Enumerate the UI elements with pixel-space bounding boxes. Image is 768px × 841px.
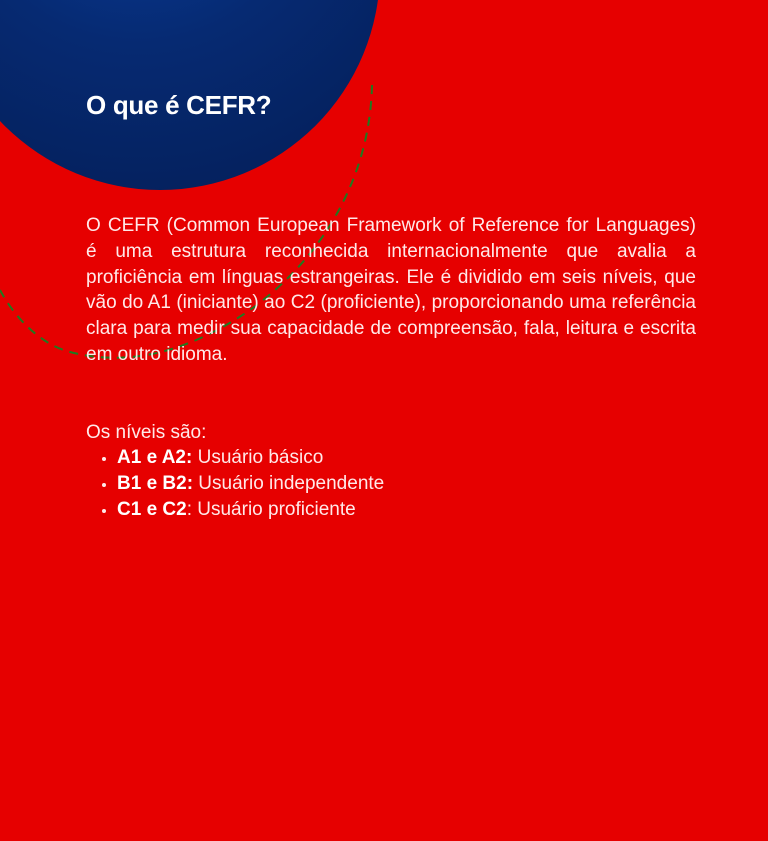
- level-description: Usuário independente: [193, 472, 385, 494]
- page-title: O que é CEFR?: [86, 90, 272, 120]
- level-description: Usuário básico: [192, 447, 324, 468]
- levels-intro: Os níveis são:: [86, 422, 207, 443]
- level-code: A1 e A2:: [117, 447, 193, 468]
- list-item: [117, 471, 384, 497]
- levels-list: [86, 445, 384, 522]
- level-description: : Usuário proficiente: [186, 498, 356, 520]
- list-item: [117, 497, 384, 523]
- level-code: B1 e B2:: [117, 472, 194, 494]
- cefr-description: O CEFR (Common European Framework of Reference for Languages) é uma estrutura reconhecida internacionalmente que avalia a proficiência em línguas estrangeiras. Ele é dividido em seis níveis, que vão do A1 (iniciante) ao C2 (proficiente), proporcionando uma referência clara para medir sua capacidade de compreensão, fala, leitura e escrita em outro idioma.: [86, 215, 696, 365]
- level-code: C1 e C2: [117, 498, 187, 520]
- list-item: [117, 445, 384, 471]
